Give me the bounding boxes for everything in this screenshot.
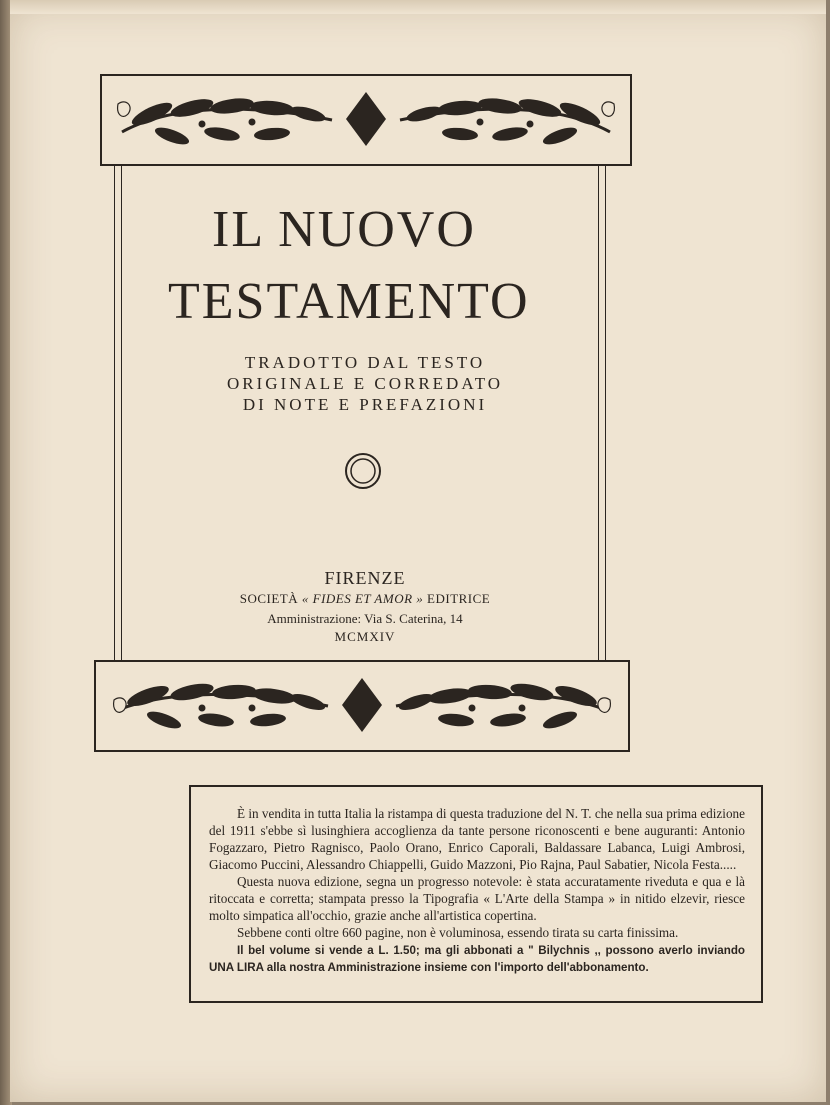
notice-paragraph-3: Sebbene conti oltre 660 pagine, non è voluminosa, essendo tirata su carta finissima.	[237, 925, 679, 940]
olive-branch-ornament-icon	[112, 84, 620, 154]
subtitle-line-1: TRADOTTO DAL TESTO	[244, 353, 486, 372]
imprint-administration: Amministrazione: Via S. Caterina, 14	[267, 611, 463, 626]
notice-paragraph-1: È in vendita in tutta Italia la ristampa di questa traduzione del N. T. che nella sua prima edizione del 1911 s'ebbe sì lusinghiera accoglienza da tante persone riconoscenti e bene auguranti: Antonio Fogazzaro, Pietro Ragnisco, Paolo Orano, Enrico Caporali, Baldassare Labanca, Luigi Ambrosi, Giacomo Puccini, Alessandro Chiappelli, Guido Mazzoni, Pio Rajna, Paul Sabatier, Nicola Festa.....	[209, 806, 745, 872]
notice-offer: Il bel volume si vende a L. 1.50; ma gli abbonati a " Bilychnis ,, possono averlo inviando UNA LIRA alla nostra Amministrazione insieme con l'importo dell'abbonamento.	[209, 944, 745, 974]
publisher-name: « FIDES ET AMOR »	[301, 591, 424, 606]
imprint-year: MCMXIV	[334, 629, 396, 644]
title-line-1: IL NUOVO	[212, 201, 476, 258]
imprint-publisher	[130, 591, 600, 607]
subtitle-line-3: DI NOTE E PREFAZIONI	[242, 395, 488, 414]
subtitle	[130, 352, 600, 415]
frame-pillar-left	[114, 164, 122, 662]
olive-branch-ornament-icon	[106, 670, 618, 740]
title-line-2: TESTAMENTO	[168, 273, 530, 330]
publisher-prefix: SOCIETÀ	[239, 591, 299, 606]
publisher-suffix: EDITRICE	[427, 591, 491, 606]
page-edge-top	[10, 0, 826, 14]
subtitle-line-2: ORIGINALE E CORREDATO	[226, 374, 504, 393]
sale-notice-box	[189, 785, 763, 1003]
imprint-city: FIRENZE	[324, 568, 406, 588]
bottom-ornament-band	[94, 660, 630, 752]
top-ornament-band	[100, 74, 632, 166]
double-ring-ornament-icon	[344, 452, 382, 490]
notice-paragraph-2: Questa nuova edizione, segna un progresso notevole: è stata accuratamente riveduta e qua e là ritoccata e corretta; stampata presso la Tipografia « L'Arte della Stampa » in nitido elzevir, riesce molto simpatica all'occhio, grazie anche all'artistica copertina.	[209, 874, 745, 923]
